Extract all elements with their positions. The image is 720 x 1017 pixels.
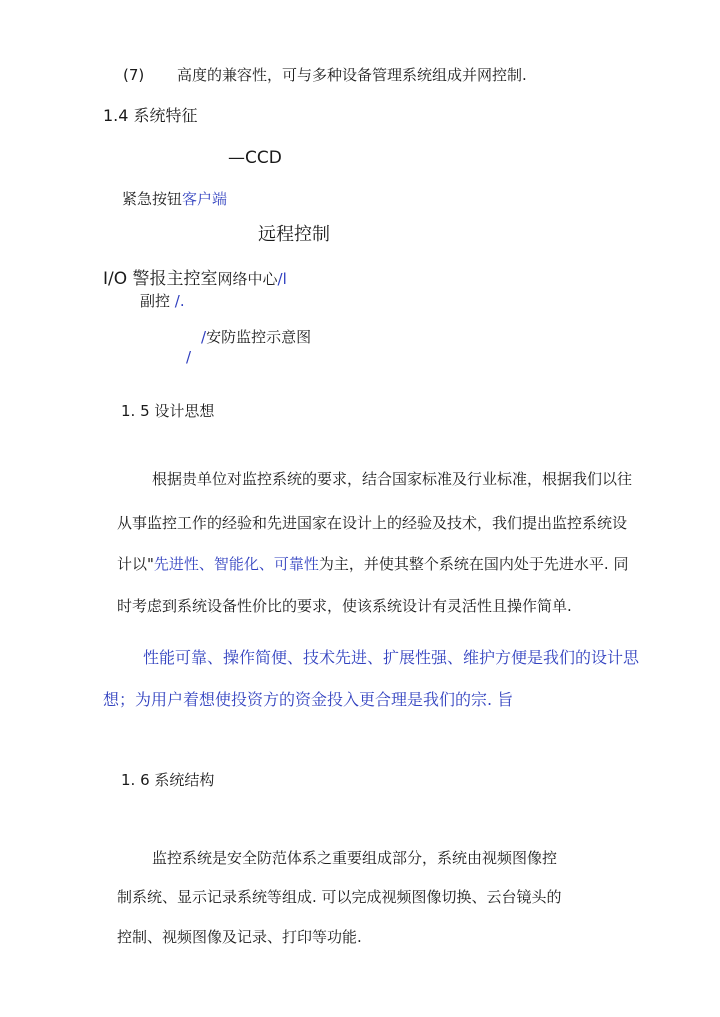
section-heading-1-6: 1. 6 系统结构 [121, 771, 215, 789]
list-number: (7) [123, 66, 145, 84]
paragraph-line: 想；为用户着想使投资方的资金投入更合理是我们的宗. 旨 [103, 690, 514, 709]
section-heading-1-4: 1.4 系统特征 [103, 106, 198, 125]
paragraph-line: 制系统、显示记录系统等组成. 可以完成视频图像切换、云台镜头的 [117, 888, 562, 906]
paragraph-line: 监控系统是安全防范体系之重要组成部分，系统由视频图像控 [152, 849, 558, 867]
list-item-text: 高度的兼容性，可与多种设备管理系统组成并网控制. [177, 66, 527, 84]
diagram-line-sub [140, 294, 185, 309]
diagram-io-alarm-label: I/O 警报主控室 [103, 269, 218, 289]
diagram-network-center-label: 网络中心 [217, 270, 278, 288]
paragraph-line: 从事监控工作的经验和先进国家在设计上的经验及技术，我们提出监控系统设 [117, 514, 628, 532]
diagram-client-label: 客户端 [182, 190, 228, 208]
paragraph-line: 时考虑到系统设备性价比的要求，使该系统设计有灵活性且操作简单. [117, 597, 572, 615]
diagram-slash-mark-2: / [186, 348, 192, 366]
diagram-ccd-label: —CCD [228, 148, 282, 168]
paragraph-line-part: 为主，并使其整个系统在国内处于先进水平. 同 [318, 555, 629, 573]
paragraph-line-part: 计以" [117, 555, 154, 573]
diagram-remote-control-label: 远程控制 [258, 224, 330, 245]
diagram-slash-mark: /l [277, 270, 287, 288]
section-heading-1-5: 1. 5 设计思想 [121, 402, 215, 420]
diagram-caption [201, 330, 311, 345]
diagram-caption-text: 安防监控示意图 [206, 328, 312, 346]
diagram-sub-mark: /. [174, 292, 185, 310]
paragraph-line: 根据贵单位对监控系统的要求，结合国家标准及行业标准，根据我们以往 [152, 470, 633, 488]
diagram-caption-slash: / [201, 328, 207, 346]
diagram-line-io [103, 271, 287, 288]
paragraph-line: 性能可靠、操作简便、技术先进、扩展性强、维护方便是我们的设计思 [143, 648, 640, 667]
diagram-line-buttons [122, 192, 227, 207]
highlight-design-keywords: 先进性、智能化、可靠性 [153, 555, 319, 573]
paragraph-line: 控制、视频图像及记录、打印等功能. [117, 928, 362, 946]
paragraph-line [117, 557, 628, 572]
diagram-sub-control-label: 副控 [140, 292, 171, 310]
diagram-emergency-button-label: 紧急按钮 [122, 190, 183, 208]
